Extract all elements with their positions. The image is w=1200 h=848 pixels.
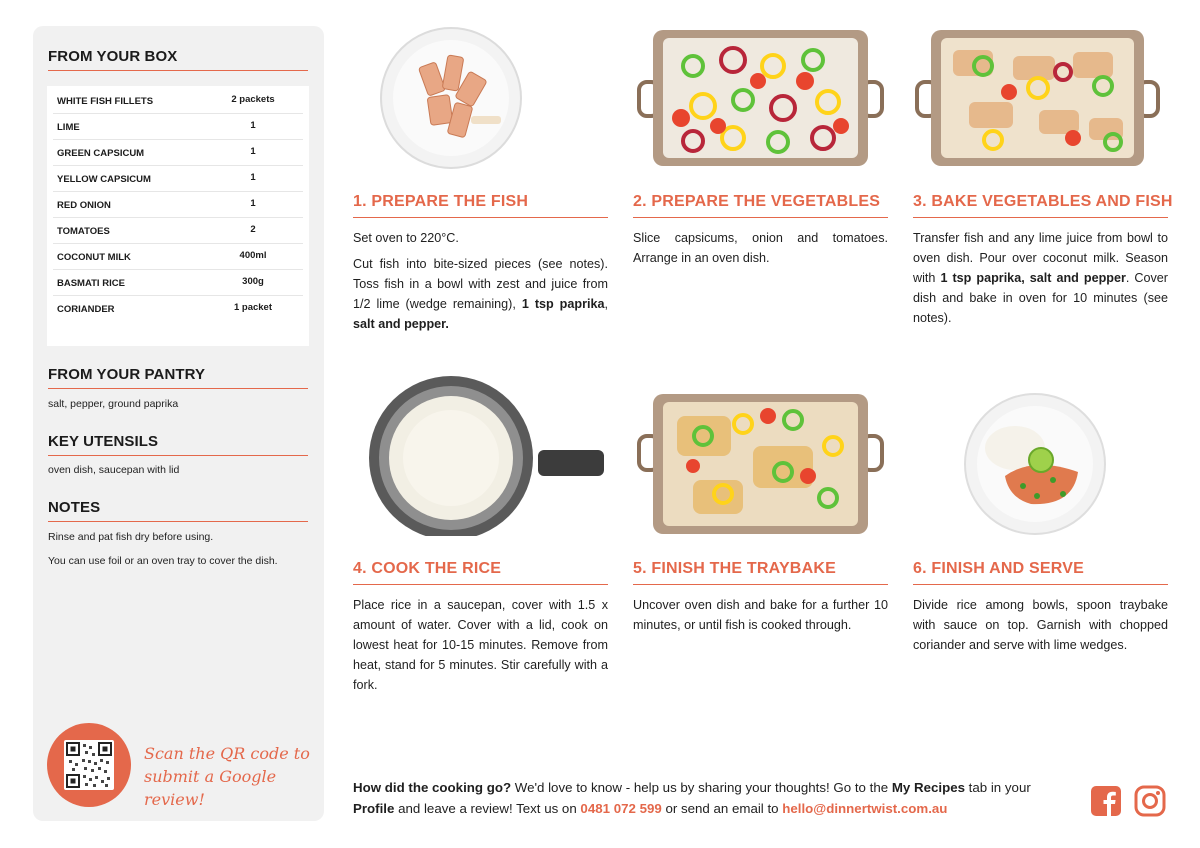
- footer-profile: Profile: [353, 801, 395, 816]
- qr-caption: [144, 742, 314, 811]
- box-item-row: [53, 114, 303, 140]
- footer-my-recipes: My Recipes: [891, 780, 965, 795]
- step-text: Uncover oven dish and bake for a further 10 minutes, or until fish is cooked through.: [633, 598, 888, 632]
- step-3-body: [913, 228, 1168, 334]
- box-item-name: LIME: [57, 122, 80, 133]
- box-item-row: [53, 192, 303, 218]
- notes-title: NOTES: [48, 499, 308, 522]
- step-3-bake-dish-image: [913, 26, 1168, 186]
- box-item-row: [53, 244, 303, 270]
- footer-email-link[interactable]: hello@dinnertwist.com.au: [782, 801, 948, 816]
- box-item-quantity: 1: [250, 198, 256, 209]
- box-item-name: WHITE FISH FILLETS: [57, 96, 154, 107]
- step-4-body: [353, 595, 608, 701]
- review-footer: [353, 777, 1073, 819]
- ingredients-sidebar: [33, 26, 324, 821]
- step-5-traybake-image: [633, 376, 888, 536]
- footer-phone-link[interactable]: 0481 072 599: [580, 801, 662, 816]
- step-text-bold: 1 tsp paprika, salt and pepper: [940, 271, 1126, 285]
- box-item-quantity: 2 packets: [231, 94, 275, 105]
- box-item-row: [53, 218, 303, 244]
- box-item-name: RED ONION: [57, 200, 111, 211]
- box-item-row: [53, 270, 303, 296]
- box-item-row: [53, 88, 303, 114]
- box-item-name: GREEN CAPSICUM: [57, 148, 145, 159]
- step-paragraph: [353, 228, 608, 248]
- box-item-name: TOMATOES: [57, 226, 110, 237]
- box-item-name: CORIANDER: [57, 304, 115, 315]
- footer-text-3: and leave a review! Text us on: [394, 801, 581, 816]
- box-item-row: [53, 140, 303, 166]
- qr-code-icon[interactable]: [64, 740, 114, 790]
- box-item-name: COCONUT MILK: [57, 252, 131, 263]
- step-1-body: [353, 228, 608, 340]
- step-4-rice-saucepan-image: [353, 376, 608, 536]
- step-text: Slice capsicums, onion and tomatoes. Arrange in an oven dish.: [633, 231, 888, 265]
- step-2-vegetables-dish-image: [633, 26, 888, 186]
- footer-text-2: tab in your: [964, 780, 1031, 795]
- step-3-title: 3. BAKE VEGETABLES AND FISH: [913, 193, 1168, 218]
- step-1-fish-bowl-image: [353, 26, 608, 186]
- box-item-quantity: 1: [250, 146, 256, 157]
- step-text: . Cover dish and bake in oven for 10 minutes (see notes).: [913, 271, 1168, 325]
- step-paragraph: [633, 595, 888, 635]
- step-text: Cut fish into bite-sized pieces (see notes). Toss fish in a bowl with zest and juice from 1/2 lime (wedge remaining),: [353, 257, 608, 311]
- pantry-text: salt, pepper, ground paprika: [48, 398, 179, 410]
- step-2-body: [633, 228, 888, 274]
- box-item-quantity: 1 packet: [233, 302, 273, 313]
- step-paragraph: [633, 228, 888, 268]
- box-item-quantity: 300g: [242, 276, 264, 287]
- step-5-title: 5. FINISH THE TRAYBAKE: [633, 560, 888, 585]
- step-text-bold: 1 tsp paprika: [521, 297, 605, 311]
- note-1: Rinse and pat fish dry before using.: [48, 531, 214, 543]
- box-item-quantity: 1: [250, 172, 256, 183]
- box-item-quantity: 1: [250, 120, 256, 131]
- step-paragraph: [913, 228, 1168, 328]
- note-2: You can use foil or an oven tray to cover the dish.: [48, 555, 278, 567]
- step-5-body: [633, 595, 888, 641]
- from-your-pantry-title: FROM YOUR PANTRY: [48, 366, 308, 389]
- box-item-quantity: 2: [250, 224, 256, 235]
- step-6-body: [913, 595, 1168, 661]
- footer-question: How did the cooking go?: [353, 780, 512, 795]
- qr-caption-line-2: submit a Google review!: [144, 767, 277, 809]
- box-item-row: [53, 166, 303, 192]
- box-item-name: YELLOW CAPSICUM: [57, 174, 151, 185]
- box-item-row: [53, 296, 303, 322]
- qr-badge: [47, 723, 131, 807]
- key-utensils-title: KEY UTENSILS: [48, 433, 308, 456]
- step-text: ,: [604, 297, 608, 311]
- instagram-icon[interactable]: [1134, 785, 1166, 817]
- box-item-quantity: 400ml: [239, 250, 267, 261]
- step-1-title: 1. PREPARE THE FISH: [353, 193, 608, 218]
- facebook-icon[interactable]: [1090, 785, 1122, 817]
- from-your-box-title: FROM YOUR BOX: [48, 48, 308, 71]
- step-paragraph: [913, 595, 1168, 655]
- qr-caption-line-1: Scan the QR code to: [144, 744, 310, 763]
- footer-text-4: or send an email to: [661, 801, 783, 816]
- step-6-serve-bowl-image: [913, 376, 1168, 536]
- step-4-title: 4. COOK THE RICE: [353, 560, 608, 585]
- step-text: Set oven to 220°C.: [353, 231, 459, 245]
- step-text: Divide rice among bowls, spoon traybake with sauce on top. Garnish with chopped coriander and serve with lime wedges.: [913, 598, 1168, 652]
- step-2-title: 2. PREPARE THE VEGETABLES: [633, 193, 888, 218]
- step-text: Place rice in a saucepan, cover with 1.5 x amount of water. Cover with a lid, cook on lowest heat for 10-15 minutes. Remove from heat, stand for 5 minutes. Stir carefully with a fork.: [353, 598, 608, 692]
- step-text-bold: salt and pepper.: [353, 317, 449, 331]
- step-paragraph: [353, 254, 608, 334]
- step-6-title: 6. FINISH AND SERVE: [913, 560, 1168, 585]
- footer-text-1: We'd love to know - help us by sharing your thoughts! Go to the: [511, 780, 892, 795]
- box-items-table: [47, 86, 309, 346]
- step-paragraph: [353, 595, 608, 695]
- box-item-name: BASMATI RICE: [57, 278, 125, 289]
- step-text: Transfer fish and any lime juice from bowl to oven dish. Pour over coconut milk. Season with: [913, 231, 1168, 285]
- utensils-text: oven dish, saucepan with lid: [48, 464, 180, 476]
